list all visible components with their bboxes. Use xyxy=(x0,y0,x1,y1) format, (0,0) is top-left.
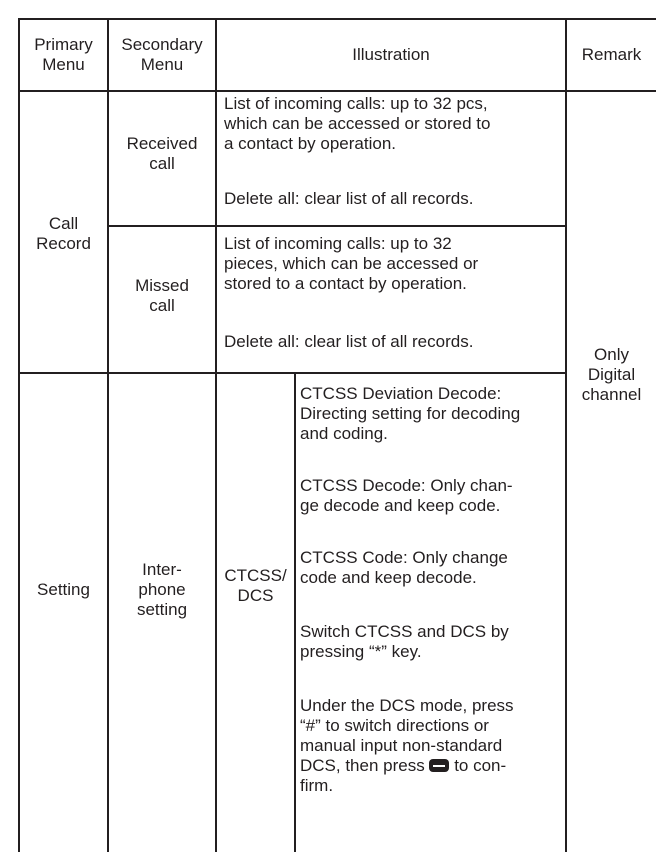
ctcss-deviation-decode-text: CTCSS Deviation Decode: Directing setting for decoding and coding. xyxy=(300,384,521,443)
switch-ctcss-dcs-text: Switch CTCSS and DCS by pressing “*” key. xyxy=(300,622,509,661)
received-call-description: List of incoming calls: up to 32 pcs, which can be accessed or stored to a contact by operation. xyxy=(224,94,491,153)
header-secondary-menu: Secondary Menu xyxy=(121,35,203,74)
primary-call-record: Call Record xyxy=(36,214,91,253)
tertiary-ctcss-dcs: CTCSS/ DCS xyxy=(224,566,287,605)
menu-key-icon xyxy=(429,759,449,772)
dcs-mode-text: Under the DCS mode, press “#” to switch directions or manual input non-standard DCS, then press to con- firm. xyxy=(300,696,514,795)
received-call-delete-all: Delete all: clear list of all records. xyxy=(224,189,474,208)
dcs-confirm-text: DCS, then press xyxy=(300,756,425,775)
ctcss-code-text: CTCSS Code: Only change code and keep decode. xyxy=(300,548,508,587)
tertiary-column-border xyxy=(294,374,296,852)
ctcss-decode-text: CTCSS Decode: Only chan- ge decode and keep code. xyxy=(300,476,513,515)
header-remark: Remark xyxy=(581,45,642,64)
remark-column-border xyxy=(565,18,567,852)
missed-call-delete-all: Delete all: clear list of all records. xyxy=(224,332,474,351)
dcs-confirm-text-end: to con- xyxy=(454,756,507,775)
primary-setting: Setting xyxy=(37,580,90,599)
remark-only-digital-channel: Only Digital channel xyxy=(581,345,642,404)
header-primary-menu: Primary Menu xyxy=(34,35,93,74)
missed-call-description: List of incoming calls: up to 32 pieces, which can be accessed or stored to a contact by operation. xyxy=(224,234,479,293)
secondary-interphone-setting: Inter- phone setting xyxy=(136,560,188,619)
secondary-missed-call: Missed call xyxy=(135,275,189,315)
secondary-received-call: Received call xyxy=(126,133,198,173)
header-illustration: Illustration xyxy=(352,45,430,64)
